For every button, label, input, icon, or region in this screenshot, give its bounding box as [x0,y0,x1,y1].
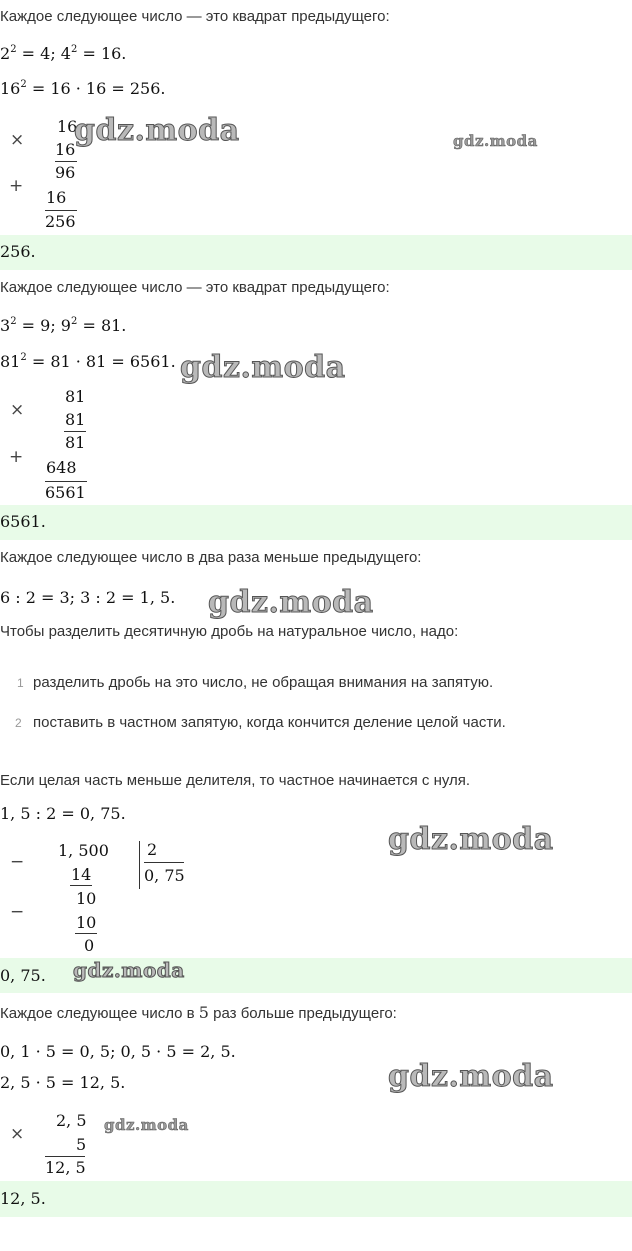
remainder-1: 10 [76,889,97,908]
partial-product-2: 648 [46,458,77,477]
dividend: 1, 500 [58,841,109,860]
remainder-final: 0 [84,936,95,955]
rule-line [144,862,184,863]
list-item-number: 2 [15,716,22,730]
plus-sign: + [9,447,24,467]
section4-answer: 12, 5. [0,1189,46,1208]
factor-b: 81 [65,410,86,429]
watermark: gdz.moda [180,350,346,385]
rule-line [64,431,86,432]
rule-line [55,161,77,162]
section2-answer: 6561. [0,512,46,531]
plus-sign: + [9,176,24,196]
rule-line [70,885,92,886]
watermark: gdz.moda [388,1059,554,1094]
section3-note: Если целая часть меньше делителя, то частное начинается с нуля. [0,772,471,789]
division-bar [139,841,140,889]
section3-answer: 0, 75. [0,966,46,985]
minus-sign: − [10,902,25,922]
factor-a: 81 [65,387,86,406]
factor-b: 5 [76,1135,87,1154]
divisor: 2 [147,840,158,859]
quotient: 0, 75 [144,866,185,885]
section2-line2: $81^2 = 81 \cdot 81 = 6561$. [0,352,176,371]
partial-product-2: 16 [46,188,67,207]
section2-line1: $3^2 = 9$; $9^2 = 81$. [0,316,127,335]
list-item: разделить дробь на это число, не обращая внимания на запятую. [33,674,494,691]
watermark: gdz.moda [73,958,185,982]
list-item: поставить в частном запятую, когда кончится деление целой части. [33,714,506,731]
section4-line2: 2, 5 · 5 = 12, 5. [0,1073,126,1092]
section2-intro: Каждое следующее число — это квадрат предыдущего: [0,279,390,296]
answer-band [0,1181,632,1217]
section3-line2: 1, 5 : 2 = 0, 75. [0,804,126,823]
factor-a: 2, 5 [56,1111,87,1130]
rule-line [45,481,87,482]
rule-line [45,210,77,211]
minus-sign: − [10,852,25,872]
watermark: gdz.moda [208,585,374,620]
rule-line [75,933,97,934]
rule-line [45,1156,85,1157]
subtrahend-2: 10 [76,913,97,932]
section1-line1: $2^2 = 4$; $4^2 = 16$. [0,44,127,63]
watermark: gdz.moda [74,113,240,148]
multiply-sign: × [10,1124,25,1144]
partial-product-1: 96 [55,163,76,182]
answer-band [0,505,632,540]
product-result: 12, 5 [45,1158,86,1177]
list-item-number: 1 [17,676,24,690]
section4-intro: Каждое следующее число в 5 раз больше предыдущего: [0,1003,397,1022]
product-result: 256 [45,212,76,231]
multiply-sign: × [10,130,25,150]
factor-b: 16 [55,140,76,159]
answer-band [0,235,632,270]
multiply-sign: × [10,400,25,420]
watermark: gdz.moda [388,822,554,857]
subtrahend-1: 14 [71,865,92,884]
section3-intro: Каждое следующее число в два раза меньше предыдущего: [0,549,422,566]
partial-product-1: 81 [65,433,86,452]
factor-a: 16 [57,117,78,136]
section3-rule: Чтобы разделить десятичную дробь на натуральное число, надо: [0,623,459,640]
section4-line1: 0, 1 · 5 = 0, 5; 0, 5 · 5 = 2, 5. [0,1042,236,1061]
section1-answer: 256. [0,242,36,261]
watermark: gdz.moda [104,1116,189,1134]
product-result: 6561 [45,483,86,502]
section3-line1: 6 : 2 = 3; 3 : 2 = 1, 5. [0,588,176,607]
watermark: gdz.moda [453,132,538,150]
section1-line2: $16^2 = 16 \cdot 16 = 256$. [0,79,166,98]
section1-intro: Каждое следующее число — это квадрат предыдущего: [0,8,390,25]
